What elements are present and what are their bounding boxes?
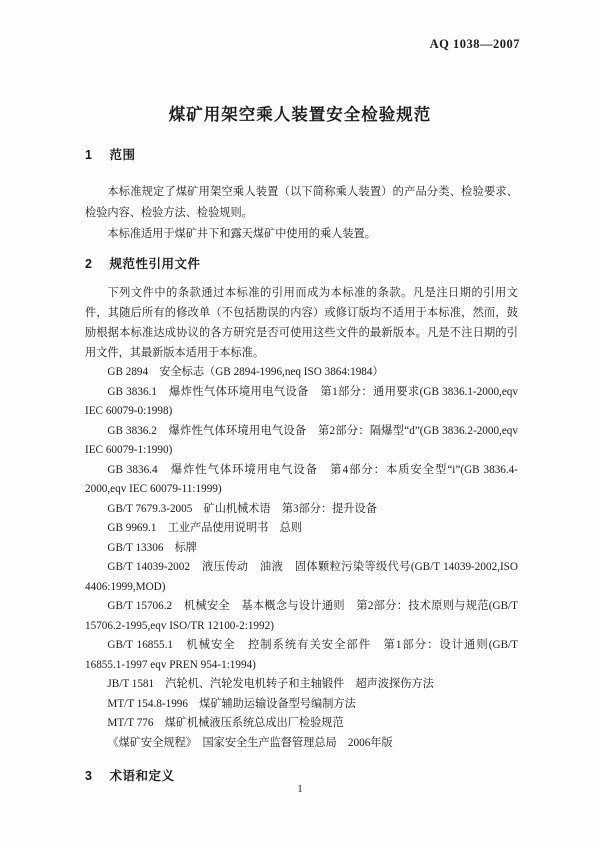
doc-title: 煤矿用架空乘人装置安全检验规范 (168, 106, 432, 124)
reference-item: MT/T 154.8-1996 煤矿辅助运输设备型号编制方法 (107, 697, 356, 710)
section-3-heading (85, 768, 518, 784)
reference-item: GB 3836.1 爆炸性气体环境用电气设备 第1部分：通用要求(GB 3836.1-2000,eqv IEC 60079-0:1998) (85, 385, 518, 417)
reference-item: GB/T 14039-2002 液压传动 油液 固体颗粒污染等级代号(GB/T 14039-2002,ISO 4406:1999,MOD) (85, 561, 518, 593)
section-1-number: 1 (85, 148, 93, 162)
section-1-paragraph: 本标准适用于煤矿井下和露天煤矿中使用的乘人装置。 (107, 228, 376, 240)
section-1-paragraph: 本标准规定了煤矿用架空乘人装置（以下简称乘人装置）的产品分类、检验要求、检验内容、检验方法、检验规则。 (85, 186, 518, 219)
document-body (85, 147, 518, 784)
section-3-number: 3 (85, 769, 93, 783)
reference-item: GB/T 13306 标牌 (107, 541, 197, 554)
section-3-title: 术语和定义 (109, 769, 175, 783)
page-number: 1 (297, 783, 303, 795)
reference-item: GB 2894 安全标志（GB 2894-1996,neq ISO 3864:1984） (107, 366, 384, 378)
reference-item: GB/T 16855.1 机械安全 控制系统有关安全部件 第1部分：设计通则(GB/T 16855.1-1997 eqv PREN 954-1:1994) (85, 639, 518, 671)
doc-standard-number: AQ 1038—2007 (429, 37, 520, 51)
section-1-heading (85, 147, 518, 163)
section-1-title: 范围 (109, 148, 136, 162)
reference-item: GB 3836.4 爆炸性气体环境用电气设备 第4部分：本质安全型“i”(GB 3836.4-2000,eqv IEC 60079-11:1999) (85, 463, 518, 495)
section-2-title: 规范性引用文件 (109, 257, 201, 271)
section-2-intro-paragraph: 下列文件中的条款通过本标准的引用而成为本标准的条款。凡是注日期的引用文件，其随后所有的修改单（不包括勘误的内容）或修订版均不适用于本标准，然而，鼓励根据本标准达成协议的各方研究是否可使用这些文件的最新版本。凡是不注日期的引用文件，其最新版本适用于本标准。 (85, 287, 518, 359)
reference-item: GB 9969.1 工业产品使用说明书 总则 (107, 522, 302, 534)
reference-item: GB 3836.2 爆炸性气体环境用电气设备 第2部分：隔爆型“d”(GB 3836.2-2000,eqv IEC 60079-1:1990) (85, 424, 518, 456)
reference-item: MT/T 776 煤矿机械液压系统总成出厂检验规范 (107, 717, 344, 729)
section-2-number: 2 (85, 257, 93, 271)
reference-item: GB/T 15706.2 机械安全 基本概念与设计通则 第2部分：技术原则与规范(GB/T 15706.2-1995,eqv ISO/TR 12100-2:1992) (85, 600, 518, 632)
reference-item: JB/T 1581 汽轮机、汽轮发电机转子和主轴锻件 超声波探伤方法 (107, 678, 434, 690)
reference-item: 《煤矿安全规程》 国家安全生产监督管理总局 2006年版 (107, 736, 393, 749)
section-2-heading (85, 256, 518, 272)
reference-item: GB/T 7679.3-2005 矿山机械术语 第3部分：提升设备 (107, 502, 377, 515)
